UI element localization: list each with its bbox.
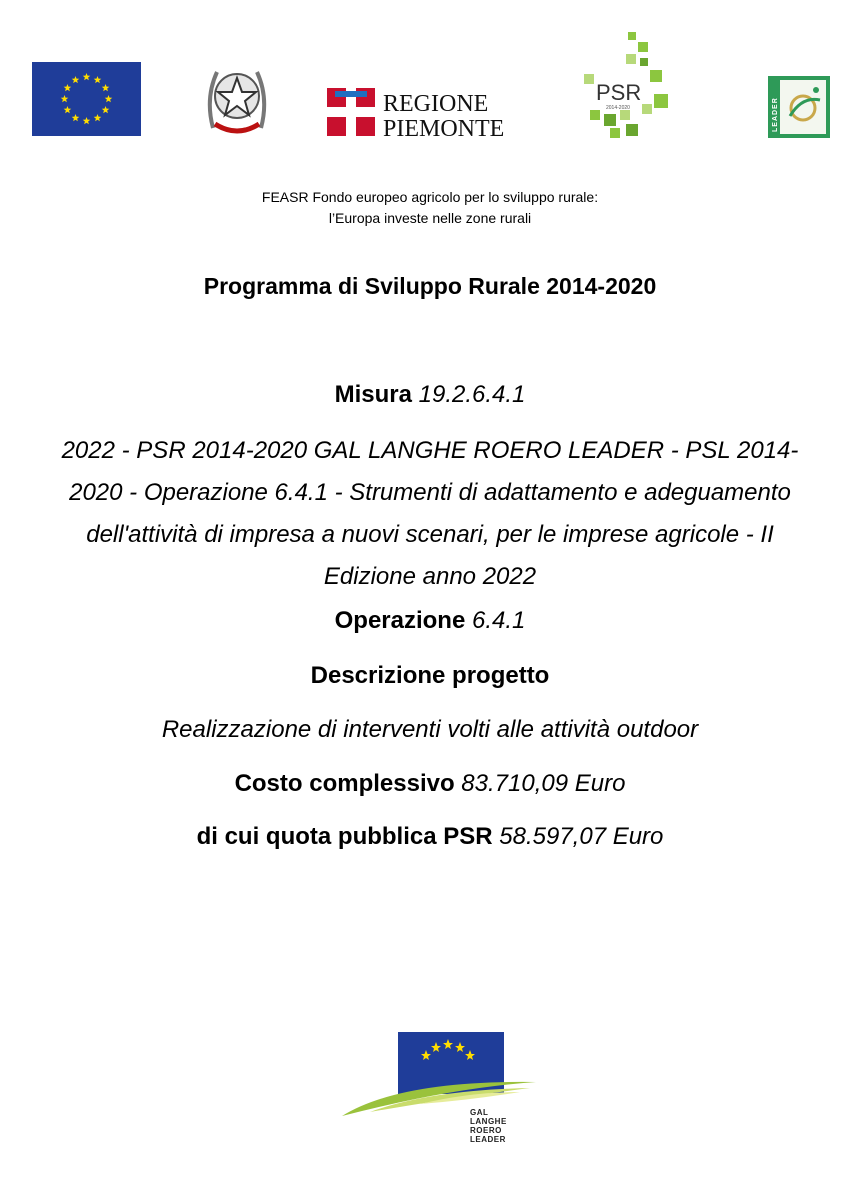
quota-line: [0, 818, 860, 856]
psr-logo: [580, 30, 672, 140]
programma-title: Programma di Sviluppo Rurale 2014-2020: [203, 273, 657, 299]
bando-description: 2022 - PSR 2014-2020 GAL LANGHE ROERO LEADER - PSL 2014-2020 - Operazione 6.4.1 - Strumenti di adattamento e adeguamento dell'attività di impresa a nuovi scenari, per le imprese agricole - II Edizione anno 2022: [61, 437, 799, 590]
feasr-line2: l’Europa investe nelle zone rurali: [328, 210, 532, 226]
repubblica-italiana-emblem: [203, 58, 271, 138]
gal-l2: LANGHE: [470, 1117, 507, 1126]
leader-text: LEADER: [772, 97, 779, 132]
costo-value: 83.710,09 Euro: [461, 770, 626, 797]
quota-value: 58.597,07 Euro: [499, 823, 664, 850]
feasr-line1: FEASR Fondo europeo agricolo per lo sviluppo rurale:: [261, 189, 599, 205]
regione-line2: PIEMONTE: [383, 116, 505, 140]
misura-value: 19.2.6.4.1: [418, 381, 526, 408]
psr-text: PSR: [596, 80, 642, 105]
descrizione-progetto-value: Realizzazione di interventi volti alle attività outdoor: [161, 716, 699, 743]
misura-line: [0, 376, 860, 414]
costo-line: [0, 765, 860, 803]
psr-sub: 2014-2020: [606, 105, 630, 111]
eu-flag-logo: [32, 62, 141, 136]
descrizione-progetto-label: Descrizione progetto: [310, 662, 550, 689]
gal-l4: LEADER: [470, 1135, 506, 1144]
gal-l1: GAL: [470, 1108, 489, 1117]
gal-langhe-roero-logo: [340, 1030, 540, 1145]
regione-line1: REGIONE: [383, 91, 489, 117]
logo-row: [0, 30, 860, 150]
operazione-value: 6.4.1: [471, 607, 526, 634]
costo-label: Costo complessivo: [234, 770, 455, 797]
misura-label: Misura: [334, 381, 412, 408]
leader-logo: [768, 76, 830, 138]
feasr-caption: [0, 187, 860, 229]
operazione-label: Operazione: [334, 607, 466, 634]
operazione-line: [0, 602, 860, 640]
gal-text-block: [470, 1108, 507, 1144]
quota-label: di cui quota pubblica PSR: [196, 823, 493, 850]
gal-l3: ROERO: [470, 1126, 502, 1135]
regione-piemonte-logo: [327, 86, 507, 140]
